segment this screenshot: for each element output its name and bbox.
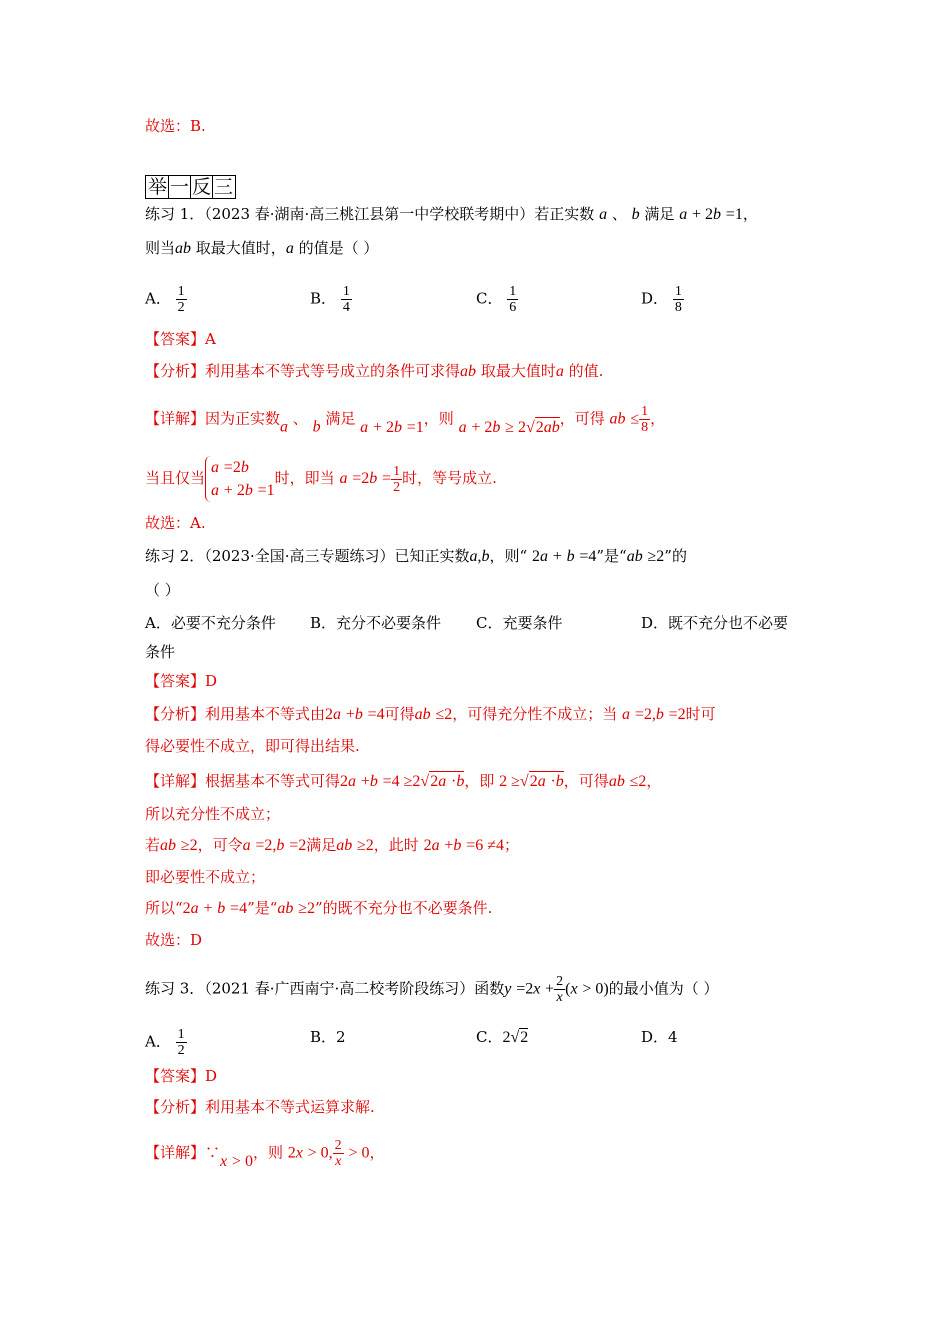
ex2-option-d: D．既不充分也不必要 <box>641 614 789 632</box>
ex2-analysis-line2: 得必要性不成立，即可得出结果. <box>145 737 360 755</box>
ex2-option-b: B．充分不必要条件 <box>310 614 442 632</box>
ex2-option-wrap: 条件 <box>145 643 176 661</box>
ex2-stem: 练习 2．（2023·全国·高三专题练习）已知正实数a,b，则“ 2a + b =4”是“ab ≥2”的 <box>145 547 687 565</box>
ex2-detail-line5: 所以“2a + b =4”是“ab ≥2”的既不充分也不必要条件. <box>145 899 493 917</box>
ex2-detail-line4: 即必要性不成立； <box>145 868 266 886</box>
ex2-detail-line3: 若ab ≥2，可令a =2,b =2满足ab ≥2，此时 2a +b =6 ≠4； <box>145 836 520 854</box>
ex3-analysis: 【分析】利用基本不等式运算求解. <box>145 1098 375 1116</box>
title-char: 举 <box>148 176 168 198</box>
ex3-detail: 【详解】∵x > 0，则 2x > 0, $\frac{2}{x}$ > 0， <box>145 1138 385 1170</box>
ex2-conclusion: 故选：D <box>145 931 203 949</box>
title-char: 一 <box>170 176 190 198</box>
ex1-option-c: C． $\frac{1}{6}$ <box>476 284 517 315</box>
ex2-detail-line2: 所以充分性不成立； <box>145 805 281 823</box>
ex3-option-c: C．2√2 <box>476 1028 529 1046</box>
section-title <box>145 175 236 199</box>
ex2-detail: 【详解】根据基本不等式可得2a +b =4 ≥2√2a ·b，即 2 ≥√2a ·b，可得ab ≤2， <box>145 772 662 790</box>
ex1-answer: 【答案】A <box>145 330 216 348</box>
ex1-option-b: B． $\frac{1}{4}$ <box>310 284 350 315</box>
ex1-conclusion: 故选：A. <box>145 514 206 532</box>
ex1-stem: 练习 1．（2023 春·湖南·高三桃江县第一中学校联考期中）若正实数 a 、 b 满足 a + 2b =1， <box>145 205 758 223</box>
ex1-detail: 【详解】因为正实数a 、 b 满足 a + 2b =1，则 a + 2b ≥ 2√2ab，可得 ab ≤ $\frac{1}{8}$ ， <box>145 404 666 436</box>
ex2-answer: 【答案】D <box>145 672 218 690</box>
ex3-option-a: A． $\frac{1}{2}$ <box>145 1027 185 1058</box>
ex1-analysis: 【分析】利用基本不等式等号成立的条件可求得ab 取最大值时a 的值. <box>145 362 604 380</box>
conclusion-text: 故选：B. <box>145 117 206 135</box>
title-char: 反 <box>192 176 212 198</box>
ex2-option-c: C．充要条件 <box>476 614 563 632</box>
ex1-option-a: A． $\frac{1}{2}$ <box>145 284 185 315</box>
ex3-option-b: B．2 <box>310 1028 346 1046</box>
ex2-analysis: 【分析】利用基本不等式由2a +b =4可得ab ≤2，可得充分性不成立；当 a =2,b =2时可 <box>145 705 716 723</box>
ex3-stem: 练习 3．（2021 春·广西南宁·高二校考阶段练习）函数y =2x + $\frac{2}{x}$ (x > 0)的最小值为（ ） <box>145 974 719 1005</box>
ex3-answer: 【答案】D <box>145 1067 218 1085</box>
ex1-detail-line2: 当且仅当a =2b a + 2b =1时，即当 a =2b = $\frac{1}{2}$ 时，等号成立. <box>145 456 497 502</box>
ex1-option-d: D． $\frac{1}{8}$ <box>641 284 682 315</box>
title-char: 三 <box>214 176 234 198</box>
ex1-stem-line2: 则当ab 取最大值时，a 的值是（ ） <box>145 239 379 257</box>
ex3-option-d: D．4 <box>641 1028 678 1046</box>
ex2-option-a: A．必要不充分条件 <box>145 614 276 632</box>
ex2-paren: （ ） <box>145 581 180 599</box>
